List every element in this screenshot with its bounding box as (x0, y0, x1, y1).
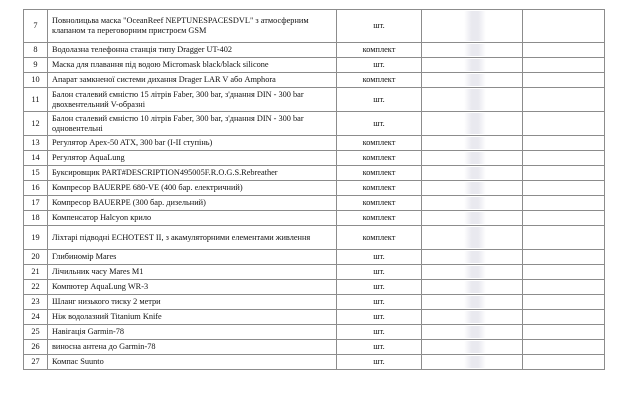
table-row (24, 10, 605, 43)
item-name: Глибиномір Mares (48, 250, 337, 265)
quantity-cell-redacted (422, 265, 523, 280)
unit-of-measure: комплект (337, 166, 422, 181)
redaction-blur (464, 326, 486, 338)
table-row (24, 355, 605, 370)
quantity-cell-redacted (422, 166, 523, 181)
quantity-cell-redacted (422, 295, 523, 310)
quantity-cell-redacted (422, 211, 523, 226)
table-row (24, 280, 605, 295)
table-row (24, 196, 605, 211)
table-row (24, 310, 605, 325)
quantity-cell-redacted (422, 136, 523, 151)
empty-cell (523, 325, 605, 340)
redaction-blur (464, 11, 486, 41)
empty-cell (523, 295, 605, 310)
empty-cell (523, 73, 605, 88)
table-row (24, 340, 605, 355)
table-row (24, 58, 605, 73)
row-number: 25 (24, 325, 48, 340)
quantity-cell-redacted (422, 151, 523, 166)
equipment-table-body (24, 10, 605, 370)
item-name: Буксировщик PART#DESCRIPTION495005F.R.O.G.S.Rebreather (48, 166, 337, 181)
equipment-table (23, 9, 605, 370)
empty-cell (523, 136, 605, 151)
item-name: Компресор BAUERPE 680-VE (400 бар. електричний) (48, 181, 337, 196)
table-row (24, 181, 605, 196)
item-name: Балон сталевий ємністю 15 літрів Faber, 300 bar, з'днання DIN - 300 bar двохвентельний V-образні (48, 88, 337, 112)
table-row (24, 136, 605, 151)
item-name: Водолазна телефонна станція типу Dragger UT-402 (48, 43, 337, 58)
row-number: 18 (24, 211, 48, 226)
row-number: 15 (24, 166, 48, 181)
table-row (24, 151, 605, 166)
redaction-blur (464, 311, 486, 323)
table-row (24, 325, 605, 340)
table-row (24, 295, 605, 310)
quantity-cell-redacted (422, 325, 523, 340)
empty-cell (523, 58, 605, 73)
redaction-blur (464, 251, 486, 263)
item-name: Компютер AquaLung WR-3 (48, 280, 337, 295)
redaction-blur (464, 356, 486, 368)
redaction-blur (464, 197, 486, 209)
row-number: 19 (24, 226, 48, 250)
unit-of-measure: шт. (337, 88, 422, 112)
quantity-cell-redacted (422, 226, 523, 250)
unit-of-measure: шт. (337, 355, 422, 370)
unit-of-measure: шт. (337, 295, 422, 310)
redaction-blur (464, 212, 486, 224)
item-name: Ліхтарі підводні ECHOTEST II, з акамуляторними елементами живлення (48, 226, 337, 250)
empty-cell (523, 211, 605, 226)
unit-of-measure: шт. (337, 340, 422, 355)
unit-of-measure: шт. (337, 10, 422, 43)
item-name: Лічильник часу Mares M1 (48, 265, 337, 280)
redaction-blur (464, 44, 486, 56)
redaction-blur (464, 227, 486, 248)
row-number: 17 (24, 196, 48, 211)
row-number: 27 (24, 355, 48, 370)
redaction-blur (464, 266, 486, 278)
quantity-cell-redacted (422, 181, 523, 196)
redaction-blur (464, 137, 486, 149)
row-number: 7 (24, 10, 48, 43)
quantity-cell-redacted (422, 43, 523, 58)
redaction-blur (464, 167, 486, 179)
redaction-blur (464, 74, 486, 86)
empty-cell (523, 310, 605, 325)
quantity-cell-redacted (422, 88, 523, 112)
redaction-blur (464, 341, 486, 353)
row-number: 11 (24, 88, 48, 112)
redaction-blur (464, 296, 486, 308)
unit-of-measure: комплект (337, 151, 422, 166)
row-number: 14 (24, 151, 48, 166)
table-row (24, 250, 605, 265)
empty-cell (523, 10, 605, 43)
item-name: Маска для плавання під водою Micromask black/black silicone (48, 58, 337, 73)
empty-cell (523, 88, 605, 112)
item-name: Повнолицьва маска "OceanReef NEPTUNESPACESDVL" з атмосферним клапаном та переговорним пристроєм GSM (48, 10, 337, 43)
table-row (24, 226, 605, 250)
empty-cell (523, 226, 605, 250)
quantity-cell-redacted (422, 340, 523, 355)
empty-cell (523, 355, 605, 370)
unit-of-measure: комплект (337, 196, 422, 211)
row-number: 10 (24, 73, 48, 88)
quantity-cell-redacted (422, 112, 523, 136)
empty-cell (523, 43, 605, 58)
table-row (24, 73, 605, 88)
row-number: 22 (24, 280, 48, 295)
quantity-cell-redacted (422, 280, 523, 295)
empty-cell (523, 340, 605, 355)
empty-cell (523, 181, 605, 196)
table-row (24, 166, 605, 181)
item-name: Апарат замкненої системи дихання Drager LAR V або Amphora (48, 73, 337, 88)
table-row (24, 112, 605, 136)
unit-of-measure: шт. (337, 250, 422, 265)
unit-of-measure: комплект (337, 136, 422, 151)
unit-of-measure: комплект (337, 181, 422, 196)
item-name: виносна антена до Garmin-78 (48, 340, 337, 355)
row-number: 12 (24, 112, 48, 136)
unit-of-measure: шт. (337, 325, 422, 340)
empty-cell (523, 151, 605, 166)
unit-of-measure: шт. (337, 310, 422, 325)
table-row (24, 211, 605, 226)
item-name: Балон сталевий ємністю 10 літрів Faber, 300 bar, з'днання DIN - 300 bar одновентельні (48, 112, 337, 136)
unit-of-measure: шт. (337, 280, 422, 295)
redaction-blur (464, 281, 486, 293)
row-number: 13 (24, 136, 48, 151)
empty-cell (523, 166, 605, 181)
item-name: Компенсатор Halcyon крило (48, 211, 337, 226)
redaction-blur (464, 152, 486, 164)
unit-of-measure: комплект (337, 211, 422, 226)
quantity-cell-redacted (422, 58, 523, 73)
quantity-cell-redacted (422, 250, 523, 265)
item-name: Регулятор AquaLung (48, 151, 337, 166)
item-name: Компресор BAUERPE (300 бар. дизельний) (48, 196, 337, 211)
item-name: Компас Suunto (48, 355, 337, 370)
row-number: 16 (24, 181, 48, 196)
quantity-cell-redacted (422, 310, 523, 325)
redaction-blur (464, 59, 486, 71)
row-number: 9 (24, 58, 48, 73)
unit-of-measure: комплект (337, 73, 422, 88)
unit-of-measure: комплект (337, 43, 422, 58)
redaction-blur (464, 182, 486, 194)
empty-cell (523, 280, 605, 295)
empty-cell (523, 196, 605, 211)
item-name: Шланг низького тиску 2 метри (48, 295, 337, 310)
redaction-blur (464, 113, 486, 134)
item-name: Ніж водолазний Titanium Knife (48, 310, 337, 325)
row-number: 8 (24, 43, 48, 58)
empty-cell (523, 250, 605, 265)
empty-cell (523, 265, 605, 280)
unit-of-measure: шт. (337, 112, 422, 136)
row-number: 26 (24, 340, 48, 355)
redaction-blur (464, 89, 486, 110)
quantity-cell-redacted (422, 73, 523, 88)
empty-cell (523, 112, 605, 136)
quantity-cell-redacted (422, 355, 523, 370)
row-number: 21 (24, 265, 48, 280)
unit-of-measure: комплект (337, 226, 422, 250)
table-row (24, 43, 605, 58)
table-row (24, 265, 605, 280)
quantity-cell-redacted (422, 196, 523, 211)
row-number: 23 (24, 295, 48, 310)
row-number: 20 (24, 250, 48, 265)
row-number: 24 (24, 310, 48, 325)
table-row (24, 88, 605, 112)
unit-of-measure: шт. (337, 58, 422, 73)
quantity-cell-redacted (422, 10, 523, 43)
item-name: Навігація Garmin-78 (48, 325, 337, 340)
unit-of-measure: шт. (337, 265, 422, 280)
item-name: Регулятор Apex-50 ATX, 300 bar (I-II ступінь) (48, 136, 337, 151)
